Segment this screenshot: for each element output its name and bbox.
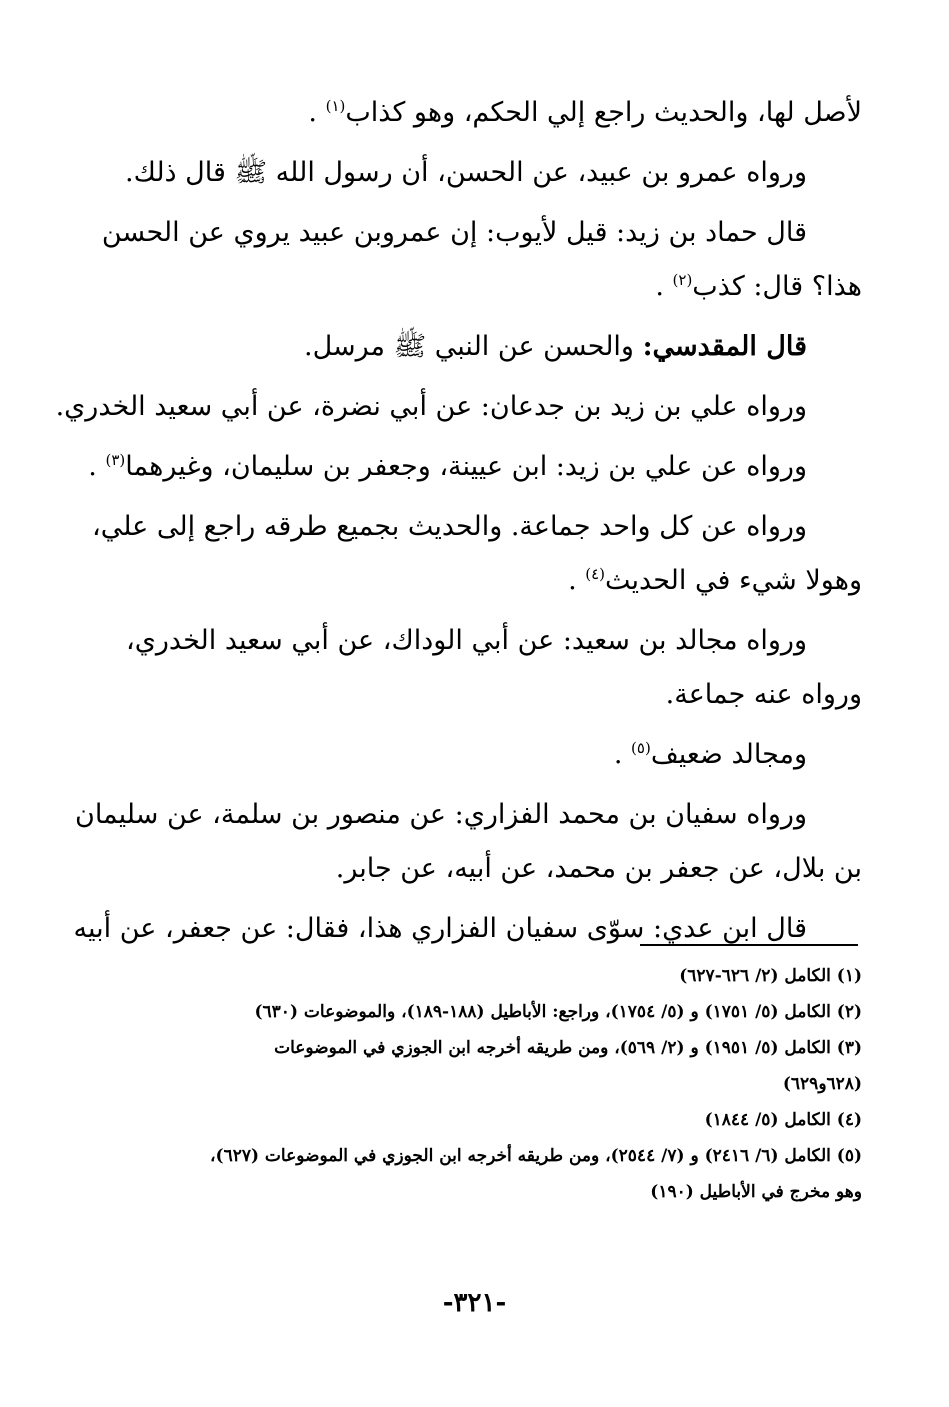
text-line: قال المقدسي: والحسن عن النبي ﷺ مرسل.	[303, 331, 807, 362]
text-line: قال ابن عدي: سوّى سفيان الفزاري هذا، فقال: عن جعفر، عن أبيه	[73, 913, 807, 944]
footnote-marker: (٥)	[631, 739, 651, 757]
text-line: ورواه عن علي بن زيد: ابن عيينة، وجعفر بن سليمان، وغيرهما$^{(٣)}$ .	[88, 451, 807, 482]
footnote-continuation: وهو مخرج في الأباطيل (١٩٠)	[650, 1182, 862, 1202]
text-line: وهولا شيء في الحديث$^{(٤)}$ .	[568, 565, 862, 596]
text-line: لأصل لها، والحديث راجع إلي الحكم، وهو كذاب$^{(١)}$ .	[308, 97, 862, 128]
footnote: (٥) الكامل (٦/ ٢٤١٦) و (٧/ ٢٥٤٤)، ومن طريقه أخرجه ابن الجوزي في الموضوعات (٦٢٧)،	[210, 1146, 862, 1166]
footnote: (٤) الكامل (٥/ ١٨٤٤)	[704, 1110, 862, 1130]
text-line: ورواه عمرو بن عبيد، عن الحسن، أن رسول الله ﷺ قال ذلك.	[124, 157, 807, 188]
footnote-continuation: (٦٢٨و٦٢٩)	[782, 1074, 862, 1094]
footnote-divider	[640, 944, 858, 946]
footnote: (١) الكامل (٢/ ٦٢٦-٦٢٧)	[679, 966, 862, 986]
text-line: هذا؟ قال: كذب$^{(٢)}$ .	[655, 271, 862, 302]
text-line: ورواه مجالد بن سعيد: عن أبي الوداك، عن أبي سعيد الخدري،	[126, 625, 807, 656]
main-text	[55, 86, 862, 956]
text-line: قال حماد بن زيد: قيل لأيوب: إن عمروبن عبيد يروي عن الحسن	[101, 217, 807, 248]
page-number: -٣٢١-	[442, 1288, 507, 1318]
footnote: (٣) الكامل (٥/ ١٩٥١) و (٢/ ٥٦٩)، ومن طريقه أخرجه ابن الجوزي في الموضوعات	[274, 1038, 862, 1058]
footnote: (٢) الكامل (٥/ ١٧٥١) و (٥/ ١٧٥٤)، وراجع: الأباطيل (١٨٨-١٨٩)، والموضوعات (٦٣٠)	[254, 1002, 862, 1022]
footnote-marker: (٢)	[672, 271, 693, 289]
footnote-marker: (٤)	[585, 565, 606, 583]
speaker-label: قال المقدسي:	[642, 331, 807, 362]
footnote-marker: (١)	[325, 97, 346, 115]
footnote-marker: (٣)	[105, 451, 126, 469]
text-line: ومجالد ضعيف$^{(٥)}$ .	[613, 739, 807, 770]
text-line: ورواه علي بن زيد بن جدعان: عن أبي نضرة، عن أبي سعيد الخدري.	[55, 391, 807, 422]
text-line: ورواه عن كل واحد جماعة. والحديث بجميع طرقه راجع إلى علي،	[92, 511, 807, 542]
text-line: ورواه عنه جماعة.	[665, 679, 862, 710]
text-line: بن بلال، عن جعفر بن محمد، عن أبيه، عن جابر.	[335, 853, 862, 884]
footnotes	[110, 958, 862, 1210]
text-line: ورواه سفيان بن محمد الفزاري: عن منصور بن سلمة، عن سليمان	[74, 799, 807, 830]
